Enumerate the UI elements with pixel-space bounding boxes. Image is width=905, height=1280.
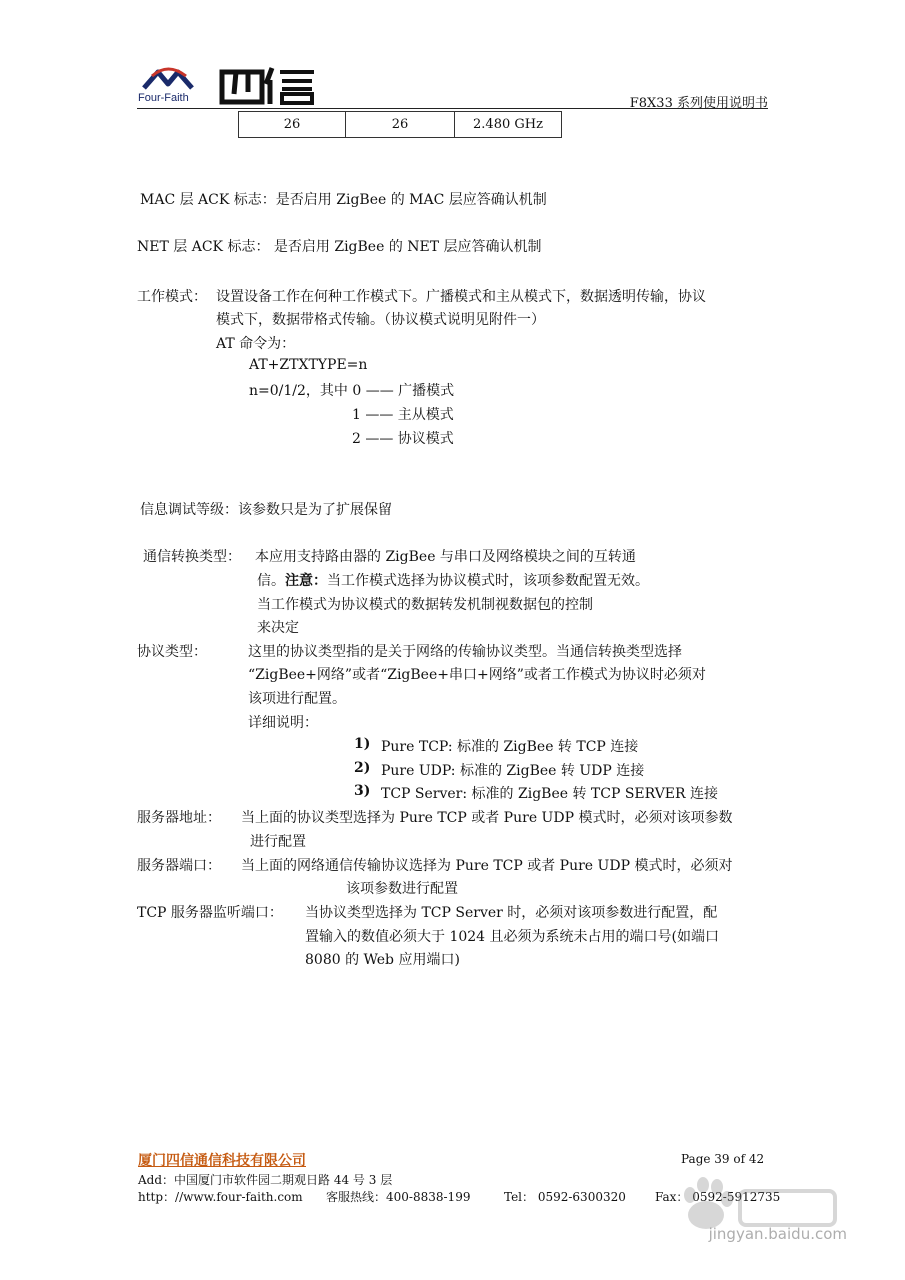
- document-title: F8X33 系列使用说明书: [629, 96, 768, 111]
- comm-conversion-line-3: 当工作模式为协议模式的数据转发机制视数据包的控制: [257, 597, 593, 613]
- comm-conversion-line-4: 来决定: [257, 620, 299, 636]
- header-divider: [137, 108, 768, 109]
- comm-conversion-line-1: 本应用支持路由器的 ZigBee 与串口及网络模块之间的互转通: [255, 549, 636, 565]
- tcp-listen-port-line-3: 8080 的 Web 应用端口): [305, 952, 460, 968]
- list-item-number: 2): [354, 760, 371, 776]
- debug-level-paragraph: 信息调试等级：该参数只是为了扩展保留: [140, 502, 392, 518]
- server-port-line-1: 当上面的网络通信传输协议选择为 Pure TCP 或者 Pure UDP 模式时，必须对: [241, 858, 733, 874]
- company-name: 厦门四信通信科技有限公司: [138, 1153, 306, 1169]
- work-mode-label: 工作模式：: [137, 289, 207, 305]
- frequency-table: [238, 111, 562, 138]
- tcp-listen-port-label: TCP 服务器监听端口：: [137, 905, 283, 921]
- protocol-type-label: 协议类型：: [137, 644, 207, 660]
- server-address-label: 服务器地址：: [137, 810, 221, 826]
- tcp-listen-port-line-2: 置输入的数值必须大于 1024 且必须为系统未占用的端口号(如端口: [305, 929, 719, 945]
- server-address-line-2: 进行配置: [250, 834, 306, 850]
- page-number: Page 39 of 42: [681, 1152, 765, 1166]
- note-label: 注意：: [285, 573, 327, 589]
- at-command-label: AT 命令为：: [216, 336, 296, 352]
- protocol-type-line-1: 这里的协议类型指的是关于网络的传输协议类型。当通信转换类型选择: [248, 644, 682, 660]
- n-value-1: 1 —— 主从模式: [352, 407, 454, 423]
- hotline-text: 客服热线：400-8838-199: [326, 1190, 471, 1204]
- logo-english-text: Four-Faith: [138, 92, 189, 104]
- table-cell-channel-hex: 26: [346, 112, 455, 138]
- server-port-line-2: 该项参数进行配置: [346, 881, 458, 897]
- comm-conversion-line-2: 信。注意：当工作模式选择为协议模式时，该项参数配置无效。: [257, 573, 649, 589]
- list-item-pure-tcp: Pure TCP: 标准的 ZigBee 转 TCP 连接: [381, 739, 639, 755]
- table-row: [239, 112, 562, 138]
- watermark-text: jingyan.baidu.com: [708, 1225, 847, 1243]
- mac-ack-paragraph: MAC 层 ACK 标志：是否启用 ZigBee 的 MAC 层应答确认机制: [140, 192, 547, 208]
- list-item-tcp-server: TCP Server: 标准的 ZigBee 转 TCP SERVER 连接: [381, 786, 719, 802]
- server-port-label: 服务器端口：: [137, 858, 221, 874]
- n-value-0: n=0/1/2，其中 0 —— 广播模式: [249, 383, 455, 399]
- table-cell-frequency: 2.480 GHz: [455, 112, 562, 138]
- telephone-text: Tel： 0592-6300320: [504, 1190, 626, 1204]
- list-item-pure-udp: Pure UDP: 标准的 ZigBee 转 UDP 连接: [381, 763, 645, 779]
- work-mode-line-2: 模式下，数据带格式传输。（协议模式说明见附件一）: [216, 312, 545, 328]
- details-label: 详细说明：: [248, 715, 318, 731]
- fax-text: Fax： 0592-5912735: [655, 1190, 781, 1204]
- comm-conversion-label: 通信转换类型：: [143, 549, 241, 565]
- work-mode-line-1: 设置设备工作在何种工作模式下。广播模式和主从模式下，数据透明传输，协议: [216, 289, 706, 305]
- net-ack-paragraph: NET 层 ACK 标志： 是否启用 ZigBee 的 NET 层应答确认机制: [137, 239, 542, 255]
- server-address-line-1: 当上面的协议类型选择为 Pure TCP 或者 Pure UDP 模式时，必须对该项参数: [241, 810, 733, 826]
- table-cell-channel: 26: [239, 112, 346, 138]
- website-link[interactable]: http：//www.four-faith.com: [138, 1190, 303, 1204]
- protocol-type-line-3: 该项进行配置。: [248, 691, 346, 707]
- list-item-number: 1): [354, 736, 371, 752]
- n-value-2: 2 —— 协议模式: [352, 431, 454, 447]
- company-address: Add：中国厦门市软件园二期观日路 44 号 3 层: [138, 1173, 393, 1187]
- list-item-number: 3): [354, 783, 371, 799]
- tcp-listen-port-line-1: 当协议类型选择为 TCP Server 时，必须对该项参数进行配置，配: [305, 905, 718, 921]
- at-command: AT+ZTXTYPE=n: [249, 357, 368, 373]
- protocol-type-line-2: “ZigBee+网络”或者“ZigBee+串口+网络”或者工作模式为协议时必须对: [248, 667, 706, 683]
